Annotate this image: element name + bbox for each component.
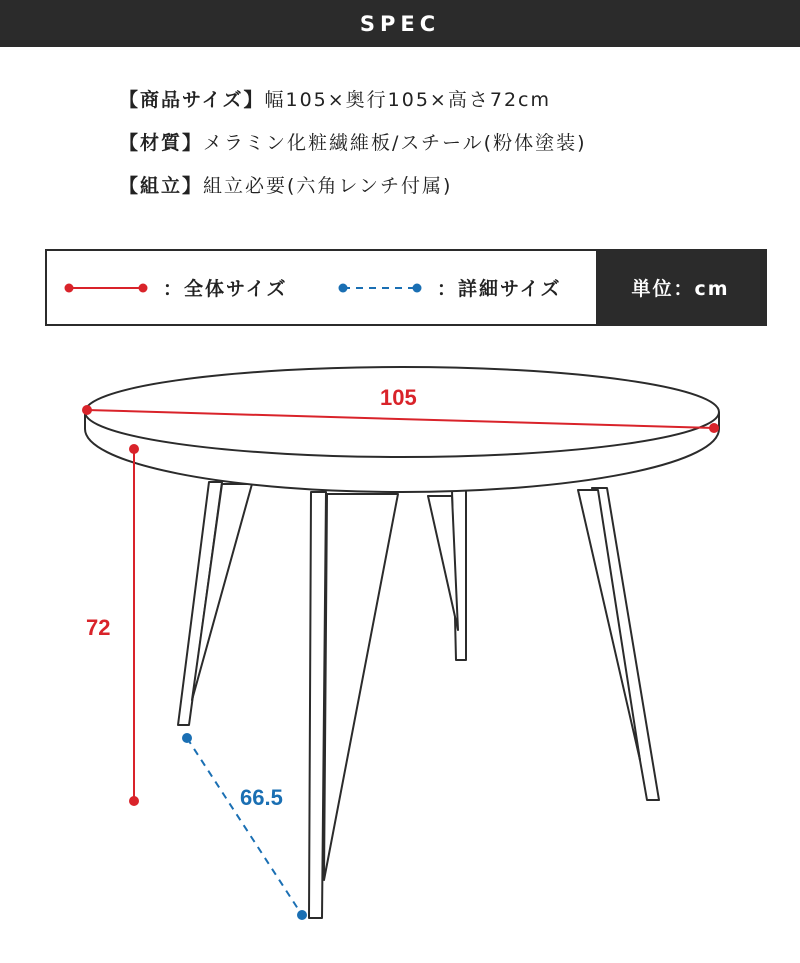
table-leg-brace xyxy=(324,494,398,880)
spec-value: 幅105×奥行105×高さ72cm xyxy=(264,89,551,111)
table-leg-brace xyxy=(428,496,458,630)
dimension-endpoint xyxy=(709,423,719,433)
spec-key: 【商品サイズ】 xyxy=(119,89,265,111)
height-dimension xyxy=(129,444,139,806)
leg-span-dimension xyxy=(182,733,307,920)
legend-detail-label: ：詳細サイズ xyxy=(437,278,562,300)
unit-label: 単位：cm xyxy=(631,278,730,300)
dimension-endpoint xyxy=(297,910,307,920)
leg-span-dimension-label: 66.5 xyxy=(240,785,283,810)
width-dimension-label: 105 xyxy=(380,385,417,410)
dimension-endpoint xyxy=(129,444,139,454)
dimension-endpoint xyxy=(182,733,192,743)
dimension-endpoint xyxy=(129,796,139,806)
table-legs xyxy=(178,482,659,918)
spec-value: メラミン化粧繊維板/スチール(粉体塗装) xyxy=(203,132,587,154)
leg-span-dimension-line xyxy=(187,738,302,915)
spec-value: 組立必要(六角レンチ付属) xyxy=(203,175,453,197)
dimension-endpoint xyxy=(82,405,92,415)
spec-key: 【組立】 xyxy=(119,175,204,197)
height-dimension-label: 72 xyxy=(86,615,111,640)
legend-total-label: ：全体サイズ xyxy=(163,278,288,300)
spec-key: 【材質】 xyxy=(119,132,204,154)
header-title: SPEC xyxy=(359,11,441,36)
